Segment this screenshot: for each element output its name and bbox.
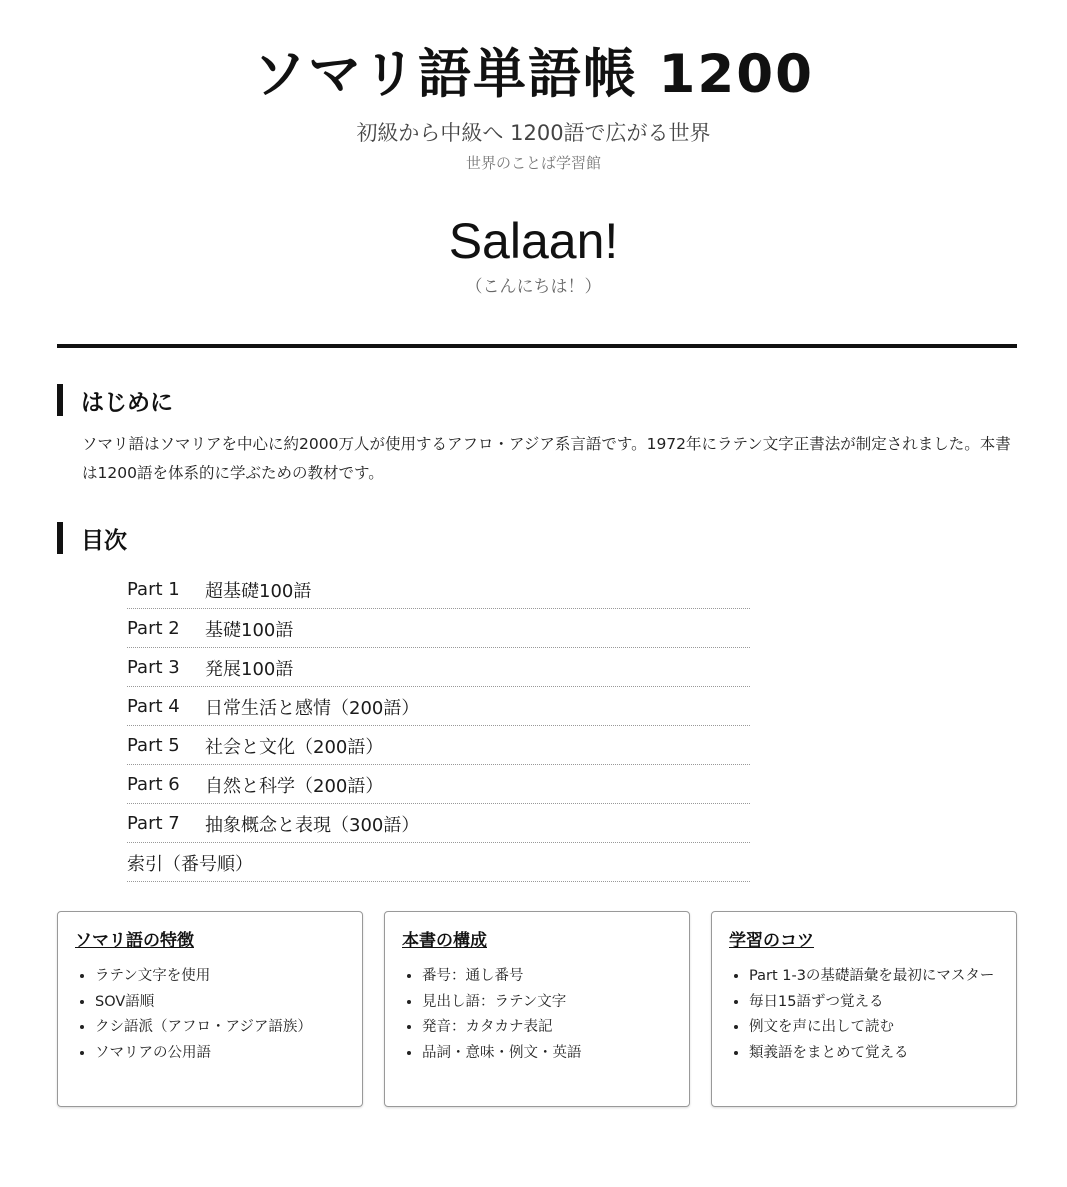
toc-part-number: Part 2 (127, 618, 180, 639)
toc-part-number: Part 7 (127, 813, 180, 834)
card-list-item: • 類義語をまとめて覚える (749, 1041, 999, 1067)
toc-heading (57, 522, 127, 554)
toc-item[interactable] (127, 726, 750, 765)
greeting-word: Salaan! (448, 213, 619, 269)
card-list-item: • 発音：カタカナ表記 (422, 1015, 672, 1041)
toc-part-title: 超基礎100語 (205, 580, 312, 602)
card-list-item: • 例文を声に出して読む (749, 1015, 999, 1041)
card-list-item: • 品詞・意味・例文・英語 (422, 1041, 672, 1067)
card-list-item: • 番号：通し番号 (422, 964, 672, 990)
features-card (57, 911, 363, 1107)
toc-part-number: Part 5 (127, 735, 180, 756)
toc-part-title: 発展100語 (205, 658, 294, 680)
toc-part-number: Part 3 (127, 657, 180, 678)
card-list-item: • 見出し語：ラテン文字 (422, 990, 672, 1016)
card-list-item: • クシ語派（アフロ・アジア語族） (95, 1015, 345, 1041)
greeting-translation: （こんにちは！） (465, 277, 602, 297)
book-title: ソマリ語単語帳 1200 (253, 44, 814, 105)
card-list-item: • ソマリアの公用語 (95, 1041, 345, 1067)
heading-bar (57, 522, 63, 554)
card-title: 本書の構成 (402, 931, 487, 951)
card-title: ソマリ語の特徴 (75, 931, 194, 951)
toc-item[interactable] (127, 765, 750, 804)
card-list-item: • Part 1-3の基礎語彙を最初にマスター (749, 964, 999, 990)
structure-card (384, 911, 690, 1107)
toc-part-number: Part 1 (127, 579, 180, 600)
toc-item[interactable] (127, 570, 750, 609)
heading-bar (57, 384, 63, 416)
toc-part-title: 自然と科学（200語） (205, 775, 384, 797)
card-list (75, 964, 345, 1066)
intro-heading (57, 384, 173, 416)
toc-part-number: Part 6 (127, 774, 180, 795)
card-list-item: • 毎日15語ずつ覚える (749, 990, 999, 1016)
publisher-name: 世界のことば学習館 (465, 154, 601, 172)
table-of-contents (127, 570, 750, 882)
info-cards (57, 911, 1017, 1107)
toc-part-title: 社会と文化（200語） (205, 736, 384, 758)
toc-item[interactable] (127, 687, 750, 726)
book-subtitle: 初級から中級へ 1200語で広がる世界 (356, 121, 711, 145)
toc-item[interactable] (127, 609, 750, 648)
toc-heading-text: 目次 (81, 527, 127, 554)
toc-item[interactable] (127, 804, 750, 843)
card-list (729, 964, 999, 1066)
toc-item[interactable] (127, 648, 750, 687)
toc-item-index[interactable] (127, 843, 750, 882)
toc-index-title: 索引（番号順） (127, 853, 253, 875)
intro-paragraph: ソマリ語はソマリアを中心に約2000万人が使用するアフロ・アジア系言語です。1972年にラテン文字正書法が制定されました。本書は1200語を体系的に学ぶための教材です。 (82, 435, 1011, 482)
header-divider (57, 344, 1017, 348)
toc-part-title: 日常生活と感情（200語） (205, 697, 420, 719)
card-list (402, 964, 672, 1066)
tips-card (711, 911, 1017, 1107)
toc-part-title: 抽象概念と表現（300語） (205, 814, 420, 836)
page-header (0, 0, 1067, 298)
card-title: 学習のコツ (729, 931, 814, 951)
toc-part-number: Part 4 (127, 696, 180, 717)
card-list-item: • ラテン文字を使用 (95, 964, 345, 990)
card-list-item: • SOV語順 (95, 990, 345, 1016)
toc-part-title: 基礎100語 (205, 619, 294, 641)
intro-heading-text: はじめに (81, 389, 173, 416)
